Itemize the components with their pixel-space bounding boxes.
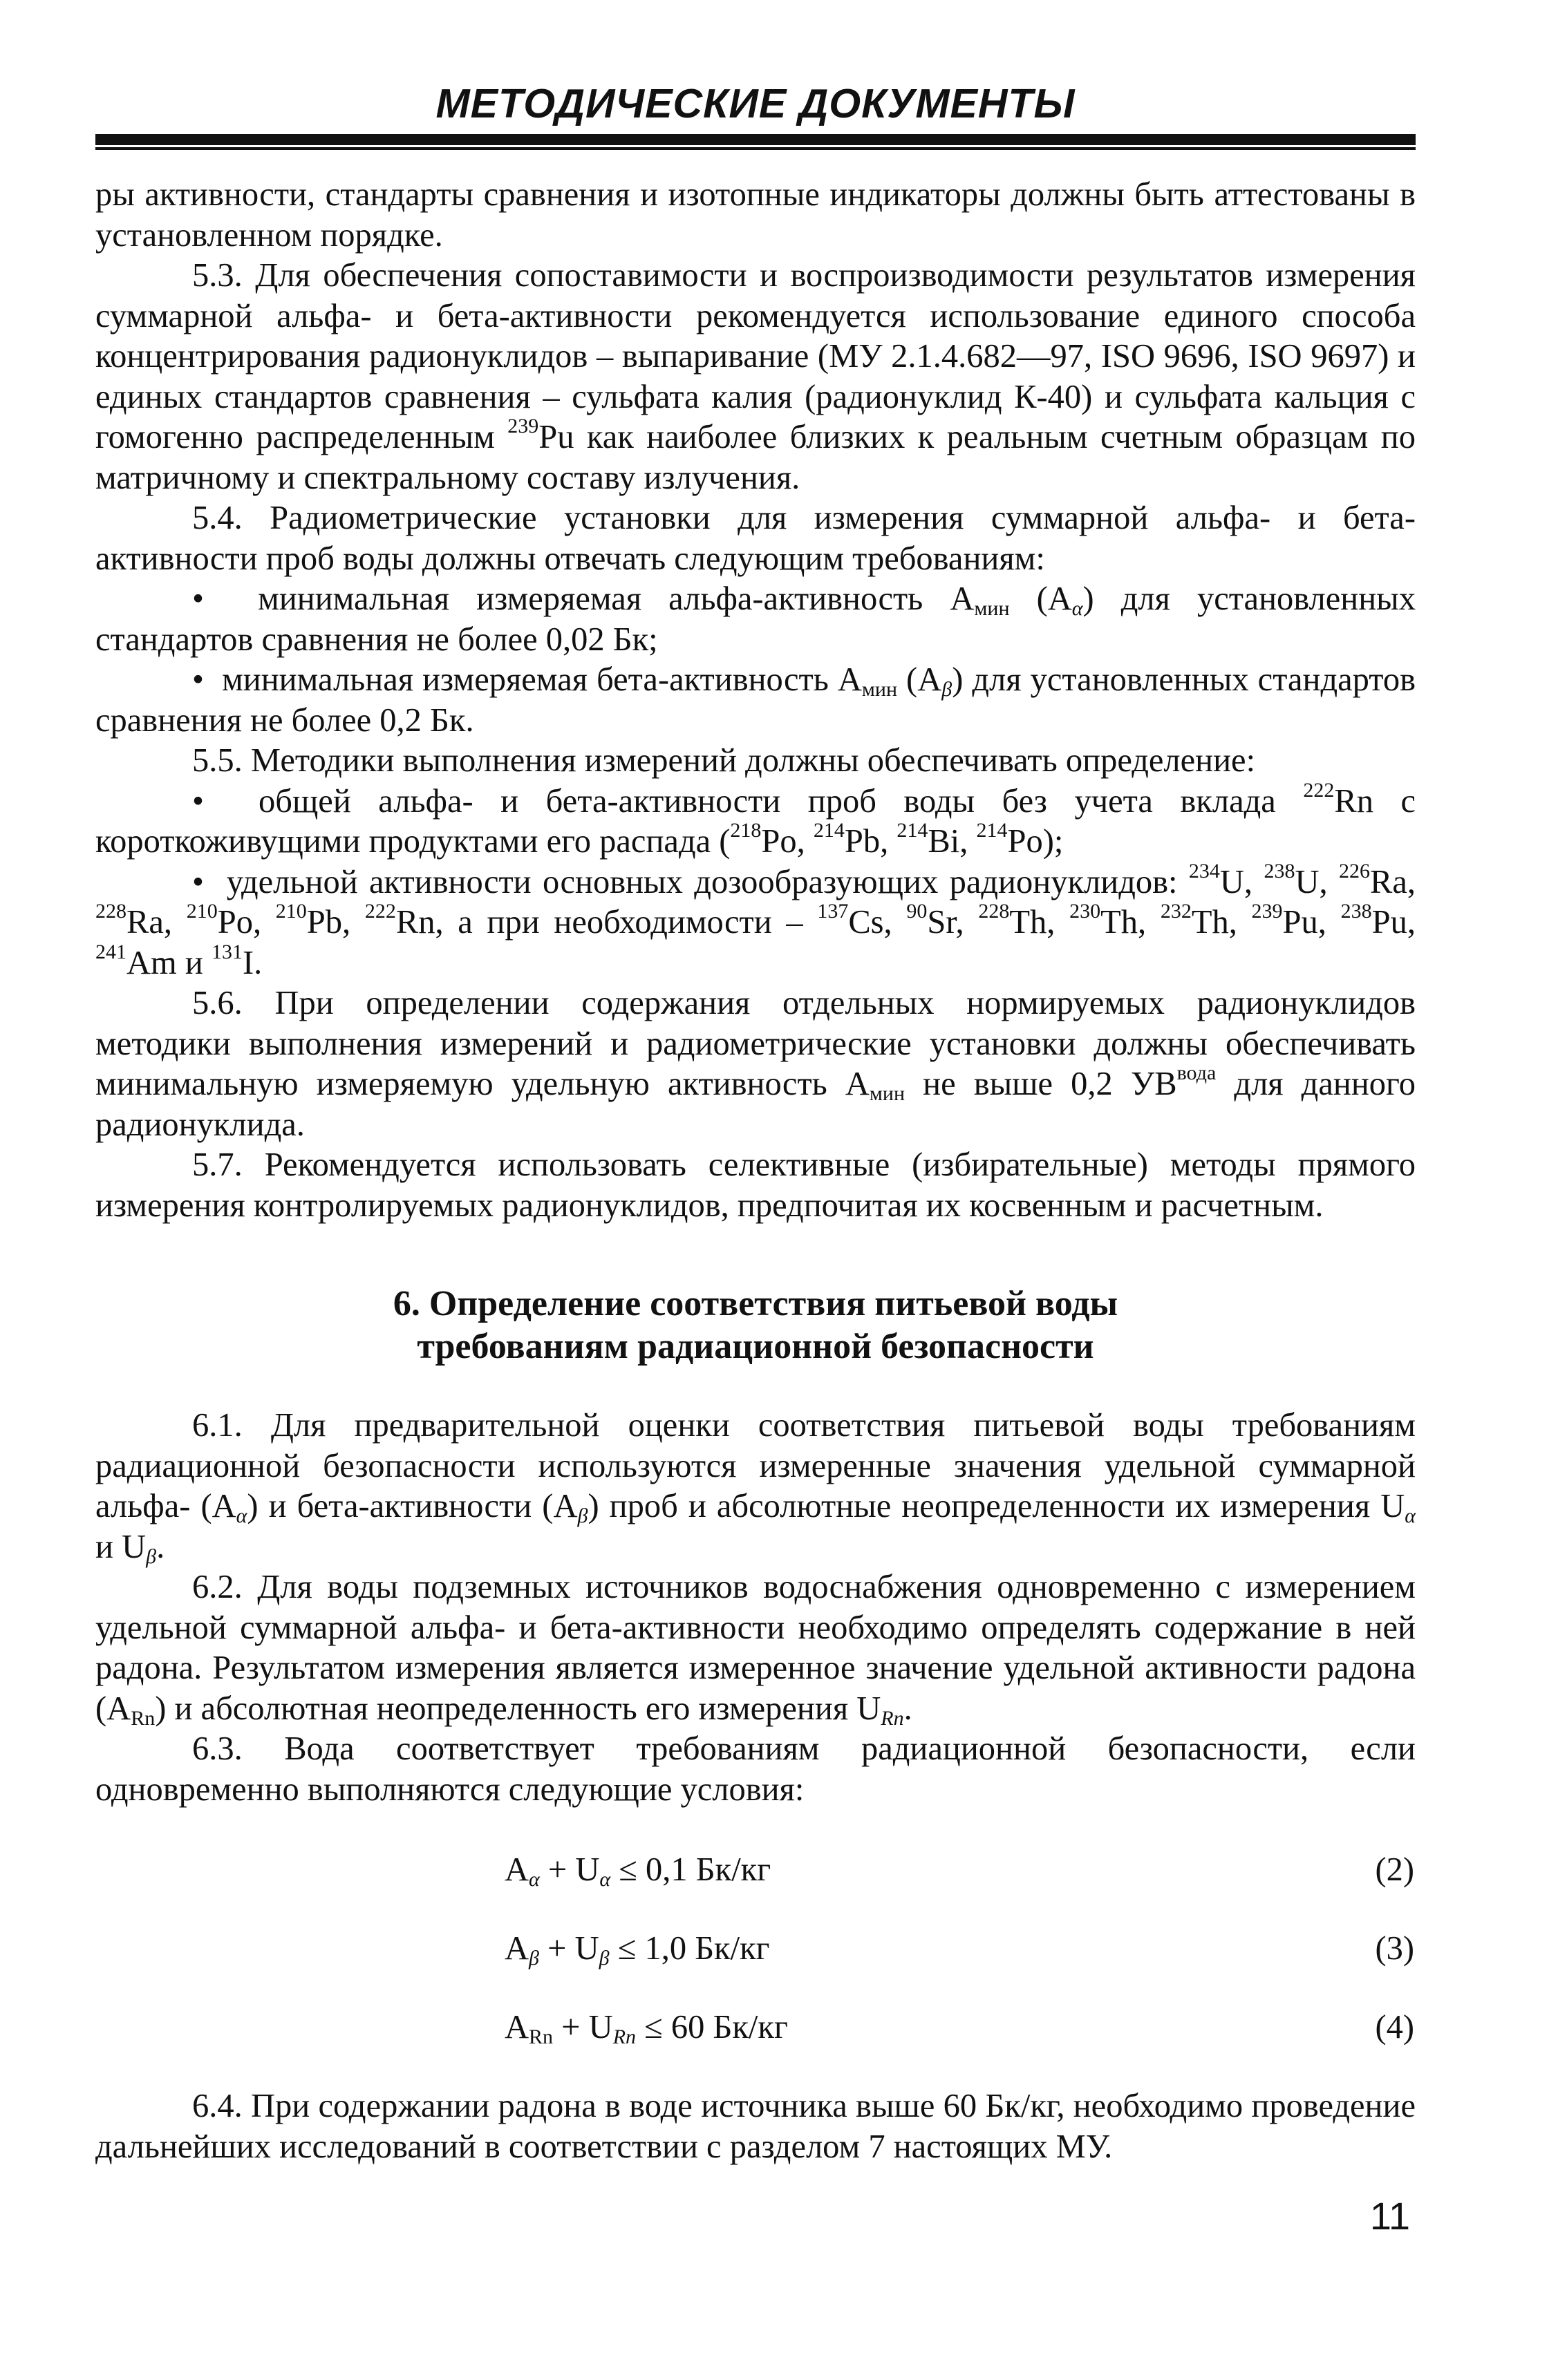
formula-2 [95,1847,1416,1926]
paragraph-5-7: 5.7. Рекомендуется использовать селективные (избирательные) методы прямого измерения контролируемых радионуклидов, предпочитая их косвенным и расчетным. [95,1146,1416,1224]
paragraph-6-1: 6.1. Для предварительной оценки соответствия питьевой воды требованиям радиационной безопасности используются измеренные значения удельной суммарной альфа- $(А_\alpha)$ и бета-активности $(А_\beta)$ проб и абсолютные неопределенности их измерения $U_\alpha$ и $U_\beta$. [95,1407,1416,1568]
paragraph-6-3: 6.3. Вода соответствует требованиям радиационной безопасности, если одновременно выполняются следующие условия: [95,1730,1416,1808]
formula-expression: $А_{Rn} + U_{Rn} \le 60$ Бк/кг [505,2009,788,2048]
section-6-title: 6. Определение соответствия питьевой воды требованиям радиационной безопасности [393,1284,1118,1366]
list-item-5-4-beta: • минимальная измеряемая бета-активность $А_{мин}$ $(А_\beta)$ для установленных стандартов сравнения не более 0,2 Бк. [95,661,1416,739]
bullet-icon: • [192,782,259,820]
paragraph-5-6: 5.6. При определении содержания отдельных нормируемых радионуклидов методики выполнения измерений и радиометрические установки должны обеспечивать минимальную измеряемую удельную активность $А_{мин}$ не выше 0,2 $УВ^{вода}$ для данного радионуклида. [95,985,1416,1143]
paragraph-5-4: 5.4. Радиометрические установки для измерения суммарной альфа- и бета-активности проб воды должны отвечать следующим требованиям: [95,500,1416,577]
formula-expression: $А_\beta + U_\beta \le 1,0$ Бк/кг [505,1930,770,1970]
list-item-5-5-total: • общей альфа- и бета-активности проб воды без учета вклада $^{222}$Rn с короткоживущими продуктами его распада ($^{218}$Po, $^{214}$Pb, $^{214}$Bi, $^{214}$Po); [95,778,1416,860]
body-text [95,175,1416,2167]
document-page [95,76,1416,2167]
header-title: МЕТОДИЧЕСКИЕ ДОКУМЕНТЫ [435,81,1076,126]
formula-number: (2) [1375,1851,1414,1888]
formula-list [95,1847,1416,2084]
bullet-icon: • [192,863,227,900]
bullet-icon: • [192,661,223,698]
header-rule-thick [95,134,1416,145]
formula-3 [95,1926,1416,2005]
paragraph-6-2: 6.2. Для воды подземных источников водоснабжения одновременно с измерением удельной суммарной альфа- и бета-активности необходимо определять содержание в ней радона. Результатом измерения является измеренное значение удельной активности радона $(А_{Rn})$ и абсолютная неопределенность его измерения $U_{Rn}$. [95,1569,1416,1730]
page-number: 11 [1369,2194,1410,2238]
formula-4 [95,2005,1416,2084]
paragraph-5-5: 5.5. Методики выполнения измерений должны обеспечивать определение: [192,742,1256,779]
bullet-icon: • [192,580,259,617]
list-item-5-5-specific: • удельной активности основных дозообразующих радионуклидов: $^{234}$U, $^{238}$U, $^{226}$Ra, $^{228}$Ra, $^{210}$Po, $^{210}$Pb, $^{222}$Rn, а при необходимости – $^{137}$Cs, $^{90}$Sr, $^{228}$Th, $^{230}$Th, $^{232}$Th, $^{239}$Pu, $^{238}$Pu, $^{241}$Am и $^{131}$I. [95,859,1416,981]
running-header [95,76,1416,150]
formula-expression: $А_\alpha + U_\alpha \le 0,1$ Бк/кг [505,1851,771,1891]
formula-number: (4) [1375,2009,1414,2046]
paragraph-continuation: ры активности, стандарты сравнения и изотопные индикаторы должны быть аттестованы в установленном порядке. [95,176,1416,254]
paragraph-5-3: 5.3. Для обеспечения сопоставимости и воспроизводимости результатов измерения суммарной альфа- и бета-активности рекомендуется использование единого способа концентрирования радионуклидов – выпаривание (МУ 2.1.4.682—97, ISO 9696, ISO 9697) и единых стандартов сравнения – сульфата калия (радионуклид К-40) и сульфата кальция с гомогенно распределенным $^{239}$Pu как наиболее близких к реальным счетным образцам по матричному и спектральному составу излучения. [95,257,1416,496]
paragraph-6-4: 6.4. При содержании радона в воде источника выше 60 Бк/кг, необходимо проведение дальнейших исследований в соответствии с разделом 7 настоящих МУ. [95,2088,1416,2165]
list-item-5-4-alpha: • минимальная измеряемая альфа-активность $А_{мин}$ $(А_\alpha)$ для установленных стандартов сравнения не более 0,02 Бк; [95,580,1416,658]
formula-number: (3) [1375,1930,1414,1967]
header-rule-thin [95,147,1416,150]
